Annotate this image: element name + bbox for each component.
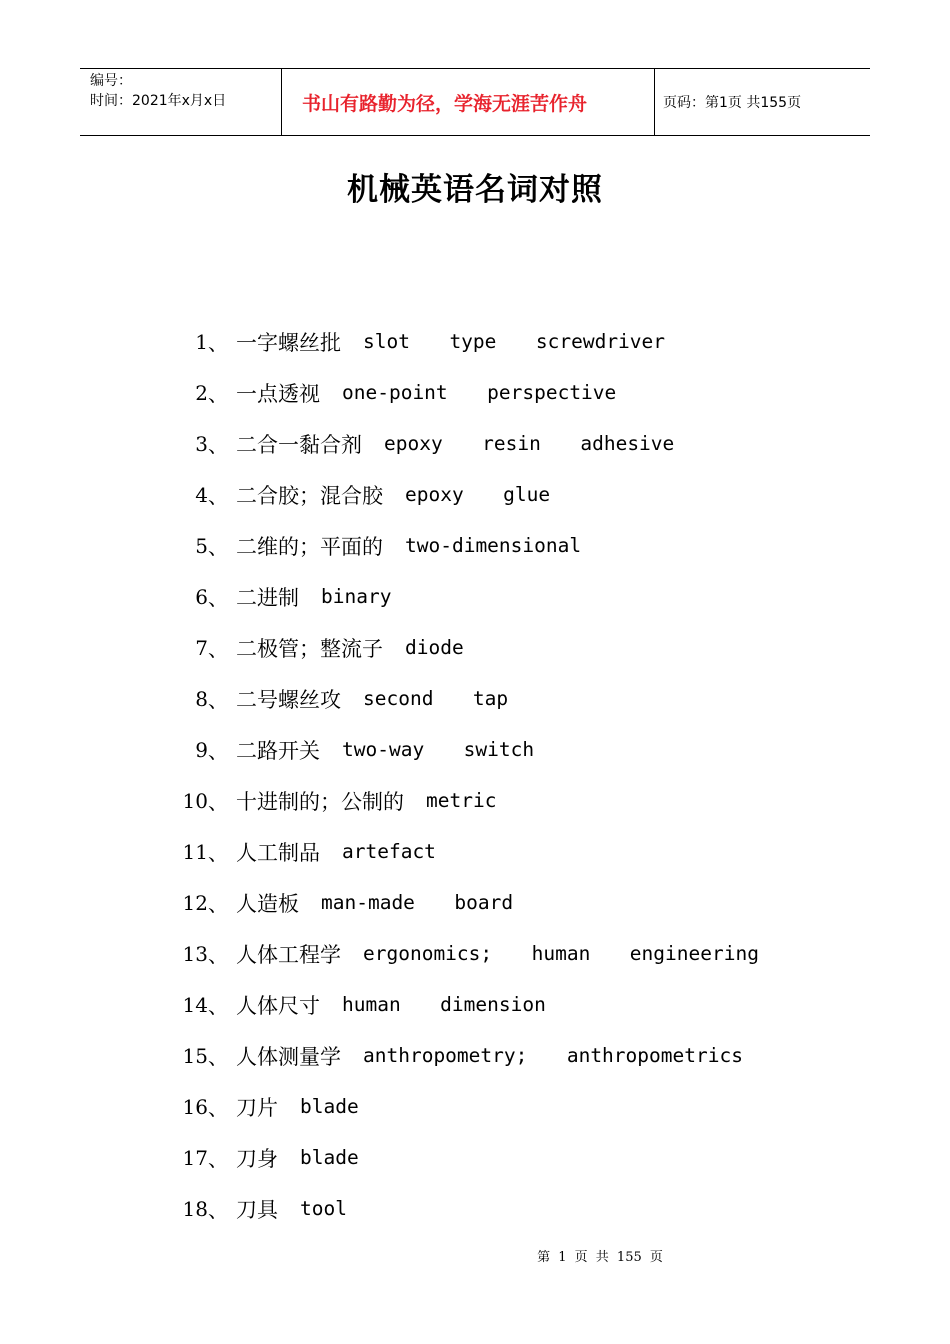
- term-number: 12: [182, 890, 208, 915]
- term-chinese: 二进制: [236, 585, 299, 610]
- document-title: 机械英语名词对照: [347, 172, 603, 208]
- page-header: [80, 68, 870, 136]
- term-number: 3: [195, 431, 208, 456]
- term-chinese: 人体尺寸: [236, 993, 320, 1018]
- term-chinese: 人体工程学: [236, 942, 341, 967]
- term-row: [0, 826, 950, 877]
- term-english: anthropometry; anthropometrics: [363, 1044, 743, 1067]
- term-separator: 、: [208, 688, 228, 712]
- term-chinese: 二路开关: [236, 738, 320, 763]
- term-number: 4: [195, 482, 208, 507]
- term-chinese: 二维的；平面的: [236, 534, 383, 559]
- term-chinese: 人造板: [236, 891, 299, 916]
- term-number: 9: [195, 737, 208, 762]
- term-separator: 、: [208, 484, 228, 508]
- term-separator: 、: [208, 841, 228, 865]
- term-separator: 、: [208, 637, 228, 661]
- term-row: [0, 724, 950, 775]
- term-english: epoxy resin adhesive: [384, 432, 675, 455]
- term-english: metric: [426, 789, 497, 812]
- header-number: 编号：: [90, 73, 132, 89]
- term-separator: 、: [208, 535, 228, 559]
- term-number: 1: [195, 329, 208, 354]
- term-chinese: 刀片: [236, 1095, 278, 1120]
- term-number: 10: [182, 788, 208, 813]
- term-separator: 、: [208, 1198, 228, 1222]
- term-row: [0, 622, 950, 673]
- term-number: 18: [182, 1196, 208, 1221]
- term-english: human dimension: [342, 993, 546, 1016]
- term-number: 8: [195, 686, 208, 711]
- term-chinese: 人工制品: [236, 840, 320, 865]
- term-english: slot type screwdriver: [363, 330, 666, 353]
- header-page-info: 页码：第1页 共155页: [663, 95, 802, 111]
- term-separator: 、: [208, 331, 228, 355]
- term-number: 13: [182, 941, 208, 966]
- term-row: [0, 979, 950, 1030]
- term-english: ergonomics; human engineering: [363, 942, 759, 965]
- term-row: [0, 418, 950, 469]
- term-number: 14: [182, 992, 208, 1017]
- term-number: 11: [182, 839, 208, 864]
- term-english: two-way switch: [342, 738, 535, 761]
- term-list: [0, 316, 950, 1234]
- term-row: [0, 571, 950, 622]
- term-row: [0, 928, 950, 979]
- term-row: [0, 1183, 950, 1234]
- term-separator: 、: [208, 994, 228, 1018]
- term-english: binary: [321, 585, 392, 608]
- term-separator: 、: [208, 1147, 228, 1171]
- term-number: 6: [195, 584, 208, 609]
- term-row: [0, 520, 950, 571]
- term-separator: 、: [208, 382, 228, 406]
- term-chinese: 人体测量学: [236, 1044, 341, 1069]
- term-english: blade: [300, 1146, 359, 1169]
- term-row: [0, 1132, 950, 1183]
- term-chinese: 十进制的；公制的: [236, 789, 404, 814]
- term-row: [0, 673, 950, 724]
- term-separator: 、: [208, 892, 228, 916]
- term-number: 16: [182, 1094, 208, 1119]
- term-row: [0, 775, 950, 826]
- term-english: tool: [300, 1197, 347, 1220]
- term-number: 15: [182, 1043, 208, 1068]
- term-chinese: 刀身: [236, 1146, 278, 1171]
- term-separator: 、: [208, 1045, 228, 1069]
- term-english: epoxy glue: [405, 483, 551, 506]
- term-row: [0, 877, 950, 928]
- term-row: [0, 1030, 950, 1081]
- term-row: [0, 1081, 950, 1132]
- term-english: diode: [405, 636, 464, 659]
- term-english: artefact: [342, 840, 436, 863]
- term-row: [0, 367, 950, 418]
- term-number: 2: [195, 380, 208, 405]
- term-separator: 、: [208, 739, 228, 763]
- header-meta: [80, 69, 281, 135]
- header-motto: 书山有路勤为径，学海无涯苦作舟: [281, 69, 655, 135]
- term-number: 5: [195, 533, 208, 558]
- term-english: man-made board: [321, 891, 514, 914]
- term-chinese: 二号螺丝攻: [236, 687, 341, 712]
- term-chinese: 刀具: [236, 1197, 278, 1222]
- term-english: second tap: [363, 687, 509, 710]
- term-english: blade: [300, 1095, 359, 1118]
- term-separator: 、: [208, 790, 228, 814]
- term-chinese: 二合一黏合剂: [236, 432, 362, 457]
- header-time: 时间：2021年x月x日: [90, 93, 227, 109]
- term-row: [0, 469, 950, 520]
- term-chinese: 一点透视: [236, 381, 320, 406]
- term-chinese: 二极管；整流子: [236, 636, 383, 661]
- term-english: one-point perspective: [342, 381, 617, 404]
- term-separator: 、: [208, 586, 228, 610]
- term-number: 17: [182, 1145, 208, 1170]
- term-chinese: 一字螺丝批: [236, 330, 341, 355]
- term-chinese: 二合胶；混合胶: [236, 483, 383, 508]
- term-separator: 、: [208, 433, 228, 457]
- page-footer: 第 1 页 共 155 页: [537, 1250, 663, 1265]
- term-separator: 、: [208, 943, 228, 967]
- term-row: [0, 316, 950, 367]
- term-english: two-dimensional: [405, 534, 582, 557]
- term-number: 7: [195, 635, 208, 660]
- term-separator: 、: [208, 1096, 228, 1120]
